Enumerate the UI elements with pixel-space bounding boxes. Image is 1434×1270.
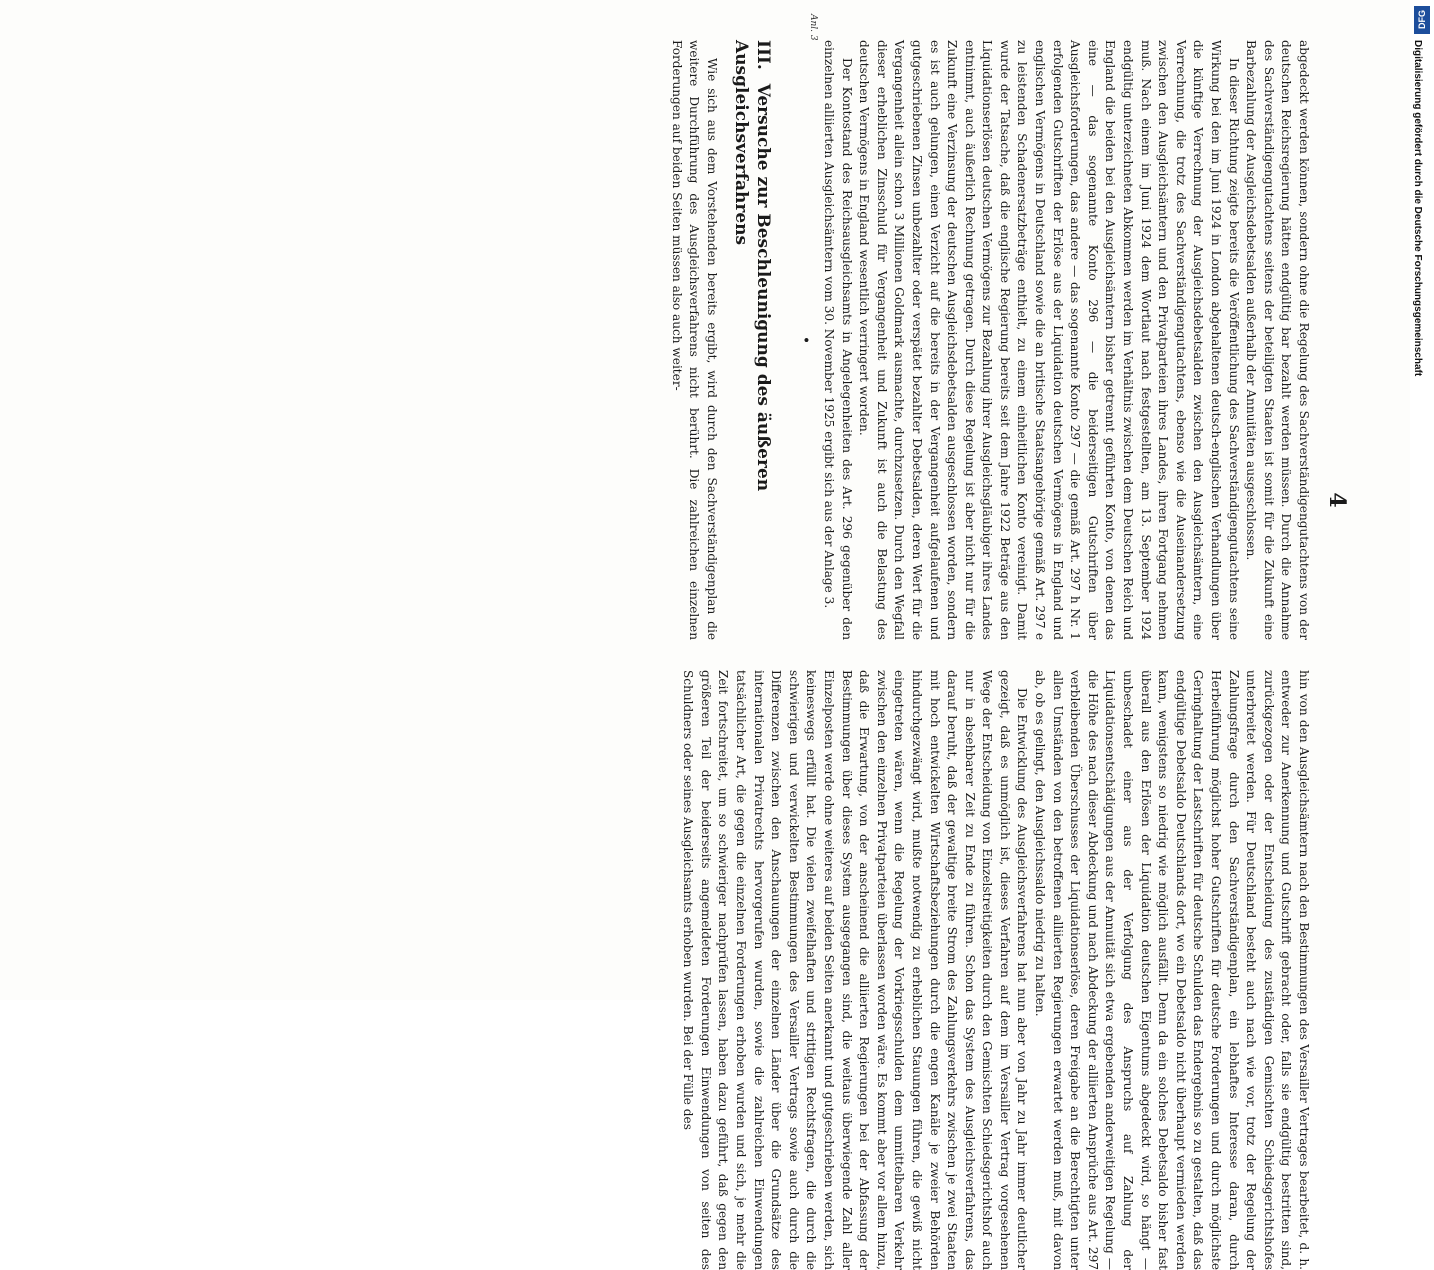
section-number: III. [752,40,773,70]
digitization-margin [1410,0,1434,1000]
section-title: Versuche zur Beschleunigung des äußeren Ausgleichsverfahrens [730,40,773,492]
separator-dot: • [797,335,814,345]
page-number: 4 [1324,492,1350,508]
paragraph [807,14,854,640]
rotated-document-page [60,14,1350,1270]
dfg-logo: DFG [1414,6,1430,34]
paragraph: Wie sich aus dem Vorstehenden bereits ergibt, wird durch den Sachverständigenplan die weitere Durchführung des Ausgleichsverfahrens nicht berührt. Die zahlreichen einzelnen Forderungen auf beiden Seiten müssen also auch weiter- [669,40,719,640]
paragraph: hin von den Ausgleichsämtern nach den Bestimmungen des Versailler Vertrages bearbeitet, d. h. entweder zur Anerkennung und Gutschrift gebracht oder, falls sie endgültig bestritten sind, zurückgezogen oder der Entscheidung des zuständigen Gemischten Schiedsgerichtshofes unterbreitet werden. Für Deutschland besteht auch nach wie vor, trotz der Regelung der Zahlungsfrage durch den Sachverständigenplan, ein lebhaftes Interesse daran, durch Herbeiführung möglichst hoher Gutschriften für deutsche Forderungen und durch möglichste Geringhaltung der Lastschriften für deutsche Schulden das Endergebnis so zu gestalten, daß das endgültige Debetsaldo Deutschlands dort, wo ein Debetsaldo nicht überhaupt vermieden werden kann, wenigstens so niedrig wie möglich ausfällt. Denn da ein solches Debetsaldo bisher fast überall aus den Erlösen der Liquidation deutschen Eigentums abgedeckt wird, so hängt — unbeschadet einer aus der Verfolgung des Anspruchs auf Zahlung der Liquidationsentschädigungen aus der Annuität sich etwa ergebenden anderweitigen Regelung — die Höhe des nach dieser Abdeckung und nach Abdeckung der alliierten Ansprüche aus Art. 297 verbleibenden Überschusses der Liquidationserlöse, deren Freigabe an die Berechtigten unter allen Umständen von den betroffenen alliierten Regierungen erwartet werden muß, mit davon ab, ob es gelingt, den Ausgleichssaldo niedrig zu halten. [1033,670,1311,1270]
right-column [92,670,1312,1270]
digitization-note: Digitalisierung gefördert durch die Deutsche Forschungsgemeinschaft [1412,40,1423,377]
marginal-note: Anl. 3 [807,14,818,41]
left-column [92,14,1312,640]
paragraph: abgedeckt werden können, sondern ohne die Regelung des Sachverständigengutachtens von der deutschen Reichsregierung hätten endgültig bar bezahlt werden müssen. Durch die Annahme des Sachverständigengutachtens seitens der beteiligten Staaten ist somit für die Zukunft eine Barbezahlung der Ausgleichsdebetsalden außerhalb der Annuitäten ausgeschlossen. [1244,40,1311,640]
paragraph: Die Entwicklung des Ausgleichsverfahrens hat nun aber von Jahr zu Jahr immer deutlicher gezeigt, daß es unmöglich ist, dieses Verfahren auf dem im Versailler Vertrag vorgesehenen Wege der Entscheidung von Einzelstreitigkeiten durch den Gemischten Schiedsgerichtshof auch nur in absehbarer Zeit zu Ende zu führen. Schon das System des Ausgleichsverfahrens, das darauf beruht, daß der gewaltige breite Strom des Zahlungsverkehrs zwischen je zwei Staaten mit hoch entwickelten Wirtschaftsbeziehungen durch die engen Kanäle je zweier Behörden hindurchgezwängt wird, mußte notwendig zu erheblichen Stauungen führen, die gewiß nicht eingetreten wären, wenn die Regelung der Vorkriegsschulden dem unmittelbaren Verkehr zwischen den einzelnen Privatparteien überlassen worden wäre. Es kommt aber vor allem hinzu, daß die Erwartung, von der anscheinend die alliierten Regierungen bei der Abfassung der Bestimmungen über dieses System ausgegangen sind, die weitaus überwiegende Zahl aller Einzelposten werde ohne weiteres auf beiden Seiten anerkannt und gutgeschrieben werden, sich keineswegs erfüllt hat. Die vielen zweifelhaften und strittigen Rechtsfragen, die durch die schwierigen und verwickelten Bestimmungen des Versailler Vertrags sowie auch durch die Differenzen zwischen den Anschauungen der einzelnen Länder über die Grundsätze des internationalen Privatrechts hervorgerufen wurden, sowie die zahlreichen Einwendungen tatsächlicher Art, die gegen die einzelnen Forderungen erhoben wurden und sich, je mehr die Zeit fortschreitet, um so schwieriger nachprüfen lassen, haben dazu geführt, daß gegen den größeren Teil der beiderseits angemeldeten Forderungen Einwendungen von seiten des Schuldners oder seines Ausgleichsamts erhoben wurden. Bei der Fülle des [681,670,1030,1270]
paragraph-text: Der Kontostand des Reichsausgleichsamts in Angelegenheiten des Art. 296 gegenüber den einzelnen alliierten Ausgleichsämtern vom 30. November 1925 ergibt sich aus der Anlage 3. [821,40,854,640]
section-heading [730,40,774,640]
paragraph: In dieser Richtung zeigte bereits die Veröffentlichung des Sachverständigengutachtens seine Wirkung bei den im Juni 1924 in London abgehaltenen deutsch-englischen Verhandlungen über die künftige Verrechnung der Ausgleichsdebetsalden zwischen den Ausgleichsämtern, eine Verrechnung, die trotz des Sachverständigengutachtens, ebenso wie die Auseinandersetzung zwischen den Ausgleichsämtern und den Privatparteien ihres Landes, ihren Fortgang nehmen muß. Nach einem im Juni 1924 dem Wortlaut nach festgestellten, am 13. September 1924 endgültig unterzeichneten Abkommen werden im Verhältnis zwischen dem Deutschen Reich und England die beiden bei den Ausgleichsämtern bisher getrennt geführten Konto, von denen das eine — das sogenannte Konto 296 — die beiderseitigen Gutschriften über Ausgleichsforderungen, das andere — das sogenannte Konto 297 — die gemäß Art. 297 h Nr. 1 erfolgenden Gutschriften der Erlöse aus der Liquidation deutschen Vermögens in England und englischen Vermögens in Deutschland sowie die an britische Staatsangehörige gemäß Art. 297 e zu leistenden Schadenersatzbeträge enthielt, zu einem einheitlichen Konto vereinigt. Damit wurde der Tatsache, daß die englische Regierung bereits seit dem Jahre 1922 Beträge aus den Liquidationserlösen deutschen Vermögens zur Bezahlung ihrer Ausgleichsgläubiger ihres Landes entnimmt, auch äußerlich Rechnung getragen. Durch diese Regelung ist aber nicht nur für die Zukunft eine Verzinsung der deutschen Ausgleichsdebetsalden ausgeschlossen worden, sondern es ist auch gelungen, einen Verzicht auf die bereits in der Vergangenheit aufgelaufenen und gutgeschriebenen Zinsen unbezahlter oder verspätet bezahlter Debetsalden, deren Wert für die Vergangenheit allein schon 3 Millionen Goldmark ausmachte, durchzusetzen. Durch den Wegfall dieser erheblichen Zinsschuld für Vergangenheit und Zukunft ist auch die Belastung des deutschen Vermögens in England wesentlich verringert worden. [857,40,1241,640]
